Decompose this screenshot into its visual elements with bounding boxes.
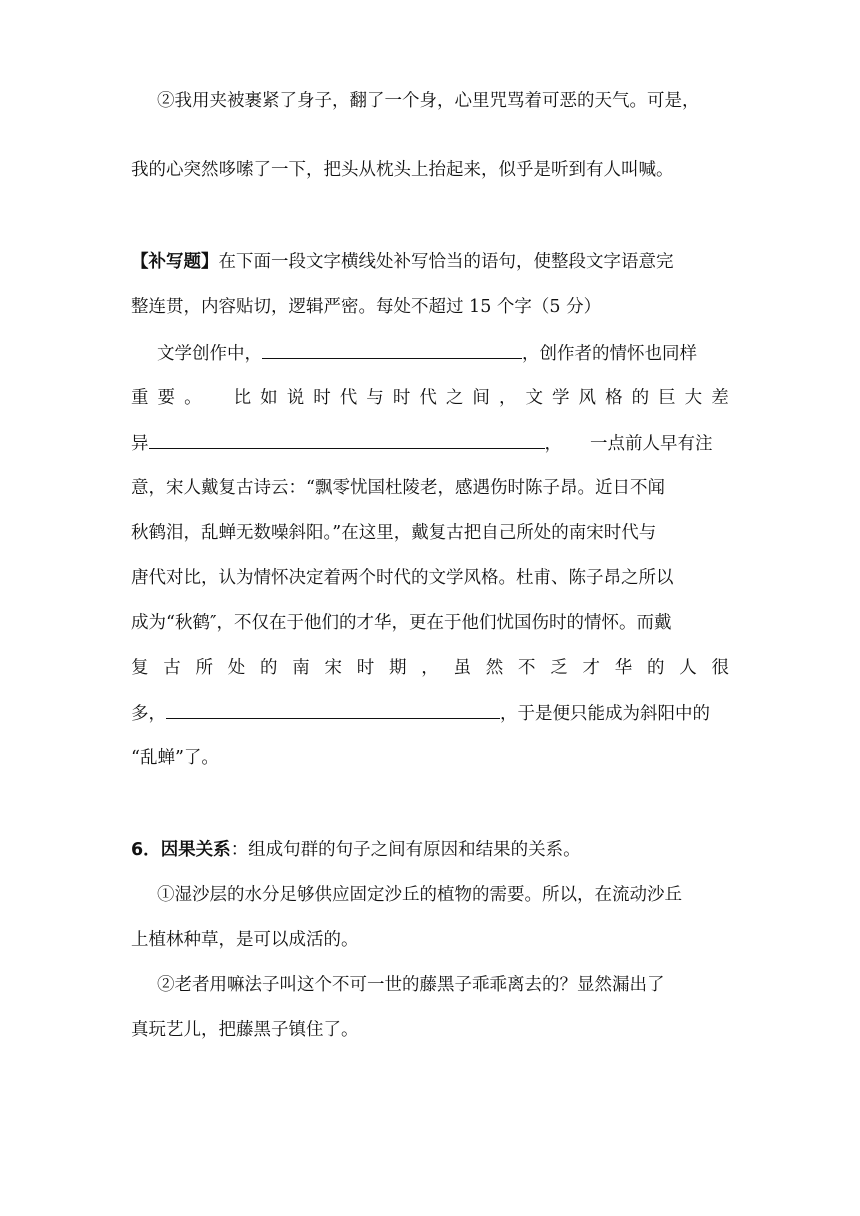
passage-line-10: “乱蝉”了。	[131, 748, 219, 768]
passage-char: 如	[260, 388, 278, 408]
passage-char: 与	[366, 388, 384, 408]
passage-char: 才	[582, 658, 600, 678]
exercise-title: 【补写题】	[131, 252, 219, 272]
passage-line-1	[157, 338, 729, 369]
example-2-line-1: ②我用夹被裹紧了身子，翻了一个身，心里咒骂着可恶的天气。可是，	[157, 91, 700, 111]
passage-char: 的	[647, 658, 665, 678]
passage-char	[211, 383, 225, 413]
passage-line-4: 意，宋人戴复古诗云：“飘零忧国杜陵老，感遇伤时陈子昂。近日不闻	[131, 478, 665, 498]
passage-char: 说	[286, 388, 305, 408]
passage-char: 重	[131, 388, 149, 408]
passage-char: 乏	[550, 658, 568, 678]
passage-char: 时	[356, 658, 375, 678]
passage-char: 大	[684, 388, 703, 408]
passage-char: 期	[389, 658, 407, 678]
passage-char: 文	[525, 388, 543, 408]
passage-char: 很	[711, 658, 729, 678]
answer-blank-1[interactable]	[262, 338, 522, 359]
passage-line-9	[131, 698, 729, 729]
passage-text: 一点前人早有注	[590, 434, 713, 454]
passage-line-2	[131, 383, 729, 413]
passage-char: 代	[419, 388, 437, 408]
passage-char: 复	[131, 658, 149, 678]
passage-char: 比	[233, 388, 252, 408]
passage-char: 要	[157, 388, 176, 408]
example-1-line-2: 上植林种草，是可以成活的。	[131, 930, 359, 950]
passage-text: ，创作者的情怀也同样	[522, 344, 697, 364]
passage-char: 时	[313, 388, 331, 408]
passage-char: 风	[578, 388, 597, 408]
passage-text: ，于是便只能成为斜阳中的	[500, 704, 710, 724]
passage-text: 文学创作中，	[157, 344, 262, 364]
passage-char: 人	[679, 658, 697, 678]
passage-char: 巨	[658, 388, 676, 408]
example-1-line-1: ①湿沙层的水分足够供应固定沙丘的植物的需要。所以，在流动沙丘	[157, 885, 682, 905]
passage-char: 间	[472, 388, 490, 408]
passage-char: 差	[711, 388, 729, 408]
passage-char: 不	[518, 658, 536, 678]
passage-char: ，	[421, 658, 439, 678]
passage-line-5: 秋鹤泪，乱蝉无数噪斜阳。”在这里，戴复古把自己所处的南宋时代与	[131, 523, 657, 543]
exercise-instruction-text: 在下面一段文字横线处补写恰当的语句，使整段文字语意完	[218, 252, 674, 272]
passage-char: ，	[498, 388, 517, 408]
passage-char: 之	[445, 388, 464, 408]
passage-char: 处	[227, 658, 246, 678]
passage-char: 。	[184, 388, 202, 408]
section-6-heading	[131, 835, 729, 865]
passage-char: 所	[195, 658, 213, 678]
example-2b-line-2: 真玩艺儿，把藤黑子镇住了。	[131, 1020, 359, 1040]
passage-line-3	[131, 428, 729, 459]
passage-line-8	[131, 653, 729, 683]
answer-blank-2[interactable]	[149, 428, 545, 449]
exercise-instruction-line-2: 整连贯，内容贴切，逻辑严密。每处不超过 15 个字（5 分）	[131, 297, 602, 317]
section-number: 6．	[131, 840, 161, 860]
passage-char: 代	[339, 388, 358, 408]
passage-char: 南	[292, 658, 310, 678]
passage-char: 的	[631, 388, 650, 408]
section-term: 因果关系	[160, 840, 231, 860]
passage-line-7: 成为“秋鹤″，不仅在于他们的才华，更在于他们忧国伤时的情怀。而戴	[131, 613, 672, 633]
passage-char: 时	[392, 388, 411, 408]
passage-char: 然	[485, 658, 504, 678]
passage-char: 格	[605, 388, 623, 408]
section-definition: ：组成句群的句子之间有原因和结果的关系。	[230, 840, 581, 860]
passage-char: 古	[163, 658, 181, 678]
passage-char: 华	[614, 658, 633, 678]
passage-char: 的	[260, 658, 278, 678]
example-2-line-2: 我的心突然哆嗦了一下，把头从枕头上抬起来，似乎是听到有人叫喊。	[131, 160, 674, 180]
passage-char: 虽	[453, 658, 471, 678]
passage-text: ，	[544, 434, 562, 454]
passage-char: 宋	[324, 658, 342, 678]
example-2b-line-1: ②老者用嘛法子叫这个不可一世的藤黑子乖乖离去的？显然漏出了	[157, 975, 665, 995]
passage-text: 异	[131, 434, 149, 454]
answer-blank-3[interactable]	[166, 698, 500, 719]
exercise-instruction-line-1	[131, 247, 729, 277]
passage-text: 多，	[131, 704, 166, 724]
passage-line-6: 唐代对比，认为情怀决定着两个时代的文学风格。杜甫、陈子昂之所以	[131, 568, 674, 588]
passage-char: 学	[552, 388, 570, 408]
